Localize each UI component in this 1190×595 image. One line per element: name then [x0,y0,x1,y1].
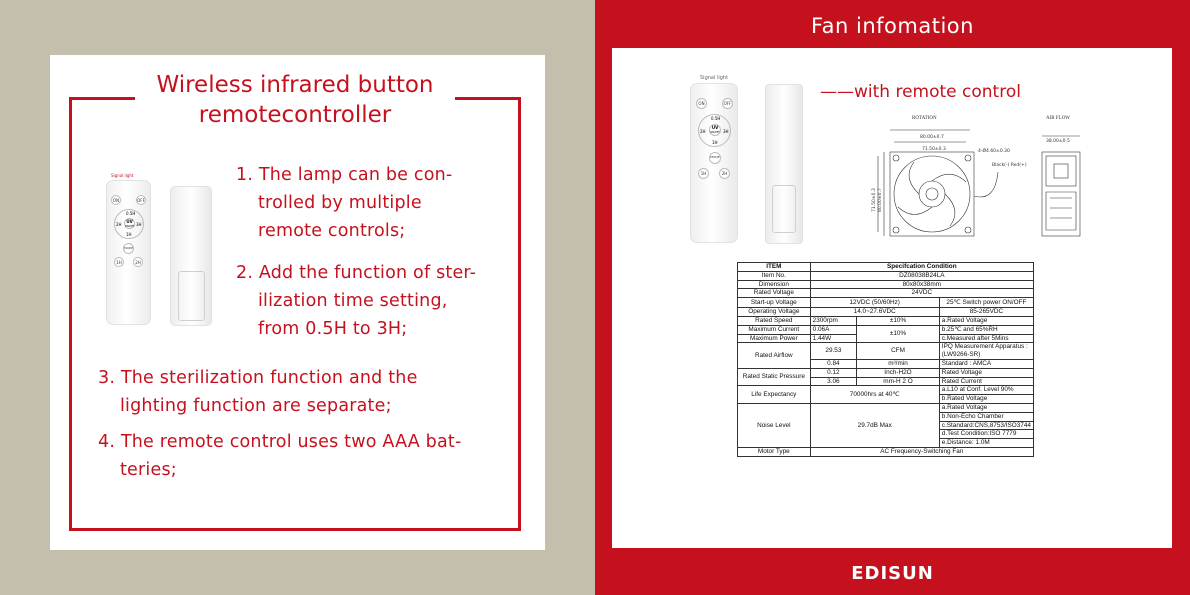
feature-4-line1: 4. The remote control uses two AAA bat- [98,432,462,452]
dpad-left-label: 2H [116,222,122,227]
table-cell: e.Distance: 1.0M [939,439,1033,448]
table-cell: 24VDC [810,289,1033,298]
table-cell: 14.0~27.6VDC [810,308,939,317]
table-row [738,298,1034,308]
wire-label: Black(-) Red(+) [992,163,1027,168]
1h-button-icon: 1H [114,257,124,267]
table-row [738,308,1034,317]
table-cell: d.Test Condition:ISO 7779 [939,430,1033,439]
table-cell: 85-265VDC [939,308,1033,317]
dpad-up-label-right: 0.5H [711,116,721,121]
table-cell: IPQ Measurement Apparatus : (LW9266-SR) [939,343,1033,360]
feature-2 [236,259,476,343]
rotation-label: ROTATION [912,116,937,121]
table-cell: Maximum Power [738,334,811,343]
dim-side-label-1: 80.00±0.7 [878,188,883,212]
on-button-icon-right: ON [696,98,707,109]
table-cell: AC Frequency-Switching Fan [810,447,1033,456]
dim-label-2: 71.50±0.3 [922,147,946,152]
table-cell: 29.7dB Max [810,403,939,447]
table-row [738,280,1034,289]
table-cell: b.Rated Voltage [939,395,1033,404]
dpad-ring-icon [114,209,144,239]
table-cell: 0.84 [810,359,857,368]
table-row [738,447,1034,456]
uv-center-button-icon-right [709,124,721,136]
table-cell: a.Rated Voltage [939,316,1033,325]
table-cell: Life Expectancy [738,386,811,404]
dpad-right-label-right: 3H [723,129,729,134]
battery-cover-right [772,185,796,233]
mode-button-icon: MODE [123,243,134,254]
table-cell: 80x80x38mm [810,280,1033,289]
table-cell: 29.53 [810,343,857,360]
signal-light-label-right: Signal light [700,75,729,81]
table-cell: Dimension [738,280,811,289]
table-header-cell: ITEM [738,263,811,272]
dpad-up-label: 0.5H [126,211,136,216]
feature-3-line1: 3. The sterilization function and the [98,368,418,388]
left-title-line2: remotecontroller [198,102,392,128]
table-cell: 1.44W [810,334,857,343]
feature-2-line1: 2. Add the function of ster- [236,263,477,283]
table-cell: Rated Static Pressure [738,368,811,386]
dpad-down-label: 1H [126,232,132,237]
table-row [738,403,1034,412]
table-cell: a.L10 at Conf. Level 90% [939,386,1033,395]
table-cell: b.Non-Echo Chamber [939,412,1033,421]
off-button-icon: OFF [136,195,146,205]
feature-2-line3: from 0.5H to 3H; [258,319,408,339]
table-cell: 3.06 [810,377,857,386]
feature-4 [98,428,461,484]
table-row [738,289,1034,298]
table-cell: 0.12 [810,368,857,377]
table-cell: DZ08038B24LA [810,271,1033,280]
table-row [738,343,1034,360]
table-cell: c.Standard:CNS,8753/ISO3744 [939,421,1033,430]
signal-light-label: Signal light [111,173,134,178]
table-cell: Rated Speed [738,316,811,325]
mode-button-icon-right: MODE [709,152,721,164]
table-row [738,316,1034,325]
dim-side-label-2: 71.50±0.3 [872,188,877,212]
dpad-left-label-right: 2H [700,129,706,134]
dpad-down-label-right: 1H [712,140,718,145]
uv-center-button-icon [124,218,135,229]
off-button-icon-right: OFF [722,98,733,109]
table-cell: a.Rated Voltage [939,403,1033,412]
remote-back-image [170,186,212,326]
spec-table [737,262,1034,457]
table-cell: Standard : AMCA [939,359,1033,368]
dim-label-3: 4-Ø4.60±0.30 [978,149,1010,154]
brand-logo: EDISUN [851,563,934,584]
uv-sub-label: ON/OFF [125,225,135,228]
dpad-right-label: 3H [136,222,142,227]
table-cell: ±10% [857,316,940,325]
table-cell: Maximum Current [738,325,811,334]
table-cell: Rated Voltage [738,289,811,298]
on-button-icon: ON [111,195,121,205]
uv-label: UV [126,219,133,224]
table-cell: Noise Level [738,403,811,447]
right-title: Fan infomation [811,14,974,38]
table-cell: ±10% [857,325,940,343]
table-cell: 12VDC (50/60Hz) [810,298,939,308]
table-cell: Operating Voltage [738,308,811,317]
table-cell: Item No. [738,271,811,280]
table-cell: 70000hrs at 40℃ [810,386,939,404]
feature-2-line2: ilization time setting, [258,291,448,311]
remote-front-image [106,173,151,325]
feature-3 [98,364,418,420]
battery-cover [178,271,205,321]
table-cell: b.25℃ and 65%RH [939,325,1033,334]
2h-button-icon: 2H [133,257,143,267]
table-cell: Rated Voltage [939,368,1033,377]
table-cell: c.Measured after 5Mins [939,334,1033,343]
table-cell: m³/min [857,359,940,368]
left-title-line1: Wireless infrared button [156,72,434,98]
table-cell: 25℃ Switch power ON/OFF [939,298,1033,308]
table-row [738,325,1034,334]
uv-label-right: UV [711,125,719,130]
remote-front-image-right [690,83,738,243]
table-cell: 0.06A [810,325,857,334]
left-title [135,70,455,132]
table-cell: Start-up Voltage [738,298,811,308]
feature-1-line3: remote controls; [258,221,406,241]
dpad-ring-icon-right [698,114,731,147]
table-header-cell: Specifcation Condition [810,263,1033,272]
table-row [738,271,1034,280]
remote-note: ——with remote control [820,82,1021,102]
dim-label-4: 38.00±0.5 [1046,139,1070,144]
table-row [738,386,1034,395]
table-cell: mm-H 2 O [857,377,940,386]
remote-back-image-right [765,84,803,244]
feature-1-line2: trolled by multiple [258,193,422,213]
table-cell: Inch-H2O [857,368,940,377]
table-cell: Rated Current [939,377,1033,386]
table-cell: 2300rpm [810,316,857,325]
table-cell: Motor Type [738,447,811,456]
table-row [738,368,1034,377]
1h-button-icon-right: 1H [698,168,709,179]
dim-label-1: 80.00±0.7 [920,135,944,140]
airflow-label: AIR FLOW [1046,116,1071,121]
feature-3-line2: lighting function are separate; [120,396,392,416]
feature-1-line1: 1. The lamp can be con- [236,165,453,185]
uv-sub-label-right: ON/OFF [710,131,720,134]
table-cell: CFM [857,343,940,360]
feature-1 [236,161,452,245]
table-cell: Rated Airflow [738,343,811,368]
fan-drawing-icon [870,112,1170,247]
feature-4-line2: teries; [120,460,177,480]
table-header-row [738,263,1034,272]
2h-button-icon-right: 2H [719,168,730,179]
